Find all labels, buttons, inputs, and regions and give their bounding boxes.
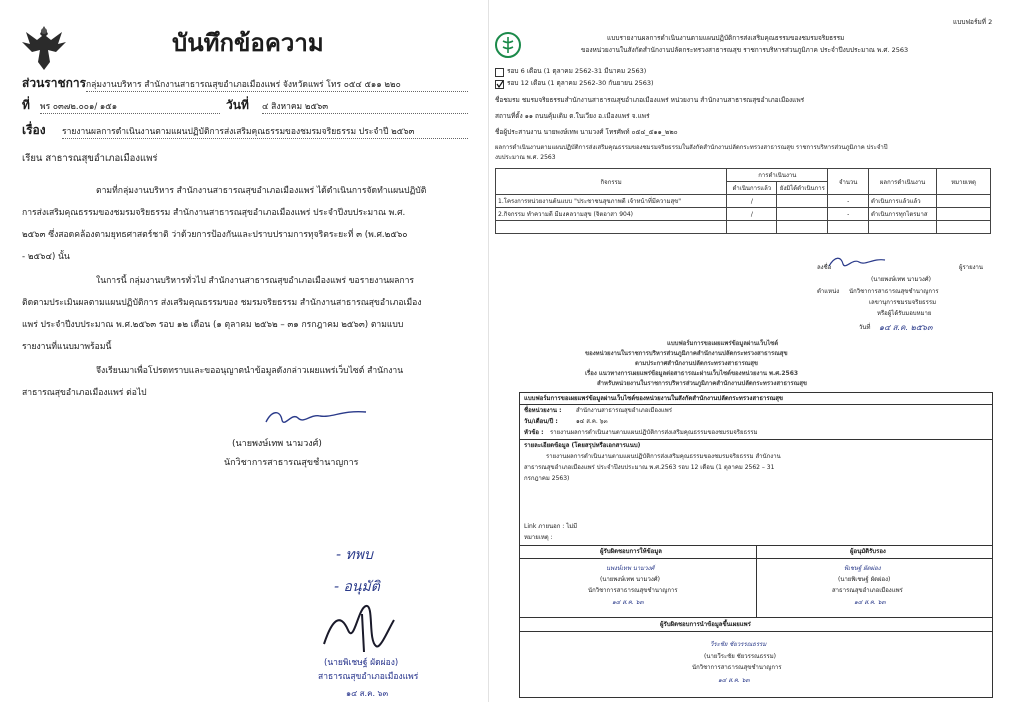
publisher-date: ๑๔ ส.ค. ๖๓	[718, 677, 750, 684]
reporter-date: ๑๔ ส.ค. ๒๕๖๓	[879, 323, 933, 332]
memo-title: บันทึกข้อความ	[172, 29, 324, 57]
agency-value: กลุ่มงานบริหาร สำนักงานสาธารณสุขอำเภอเมืองแพร่ จังหวัดแพร่ โทร ๐๕๔ ๕๑๑ ๒๒๐	[86, 80, 468, 92]
reporter-signature-icon	[827, 252, 887, 272]
publish-heading: สำหรับหน่วยงานในราชการบริหารส่วนภูมิภาคสำนักงานปลัดกระทรวงสาธารณสุข	[597, 380, 807, 387]
table-row	[496, 208, 991, 221]
note-label: หมายเหตุ :	[524, 534, 553, 541]
done-cell: /	[727, 195, 777, 208]
agency-label: ส่วนราชการ	[22, 76, 87, 90]
detail-line: รายงานผลการดำเนินงานตามแผนปฏิบัติการส่งเสริมคุณธรรมของชมรมจริยธรรม สำนักงาน	[546, 453, 781, 460]
result-cell: ดำเนินการทุกไตรมาส	[869, 208, 937, 221]
done-cell: /	[727, 208, 777, 221]
ref-value: พร ๐๓๗๒.๐๐๑/ ๑๕๑	[40, 102, 220, 114]
table-row	[496, 195, 991, 208]
paragraph-line: ติดตามประเมินผลตามแผนปฏิบัติการ ส่งเสริมคุณธรรมของ ชมรมจริยธรรม สำนักงานสาธารณสุขอำเภอเมือง	[22, 298, 422, 308]
detail-line: สาธารณสุขอำเภอเมืองแพร่ ประจำปีงบประมาณ พ.ศ.2563 รอบ 12 เดือน (1 ตุลาคม 2562 – 31	[524, 464, 775, 471]
paragraph-line: ๒๕๖๓ ซึ่งสอดคล้องตามยุทธศาสตร์ชาติ ว่าด้วยการป้องกันและปราบปรามการทุจริตระยะที่ ๓ (พ.ศ.๒๕๖๐	[22, 230, 408, 240]
publish-box-title: แบบฟอร์มการขอเผยแพร่ข้อมูลผ่านเว็บไซต์ของหน่วยงานในสังกัดสำนักงานปลัดกระทรวงสาธารณสุข	[524, 395, 783, 402]
publisher-name: (นายวีระชัย ชัยวรรณธรรม)	[704, 653, 777, 660]
approver-sig: พิเชษฐ์ ผัดผ่อง	[844, 565, 881, 572]
paragraph-line: จึงเรียนมาเพื่อโปรดทราบและขออนุญาตนำข้อมูลดังกล่าวเผยแพร่เว็บไซต์ สำนักงาน	[96, 366, 404, 376]
ref-label: ที่	[22, 98, 30, 112]
paragraph-line: รายงานที่แนบมาพร้อมนี้	[22, 342, 112, 352]
detail-label: รายละเอียดข้อมูล (โดยสรุปหรือเอกสารแนบ)	[524, 442, 641, 449]
table-header-row	[496, 169, 991, 182]
activity-cell: 2.กิจกรรม ทำความดี มีมงคลวามสุข (จิตอาสา 904)	[496, 208, 727, 221]
form-subtitle: ของหน่วยงานในสังกัดสำนักงานปลัดกระทรวงสาธารณสุข ราชการบริหารส่วนภูมิภาค ประจำปีงบประมาณ พ.ศ. 2563	[581, 46, 909, 54]
table-header: การดำเนินงาน	[727, 169, 828, 182]
count-cell: -	[828, 208, 869, 221]
paragraph-line: ในการนี้ กลุ่มงานบริหารทั่วไป สำนักงานสาธารณสุขอำเภอเมืองแพร่ ขอรายงานผลการ	[96, 276, 415, 286]
topic-value: รายงานผลการดำเนินงานตามแผนปฏิบัติการส่งเสริมคุณธรรมของชมรมจริยธรรม	[550, 429, 758, 436]
handwritten-note: - ทพบ	[336, 547, 373, 563]
reporter-position: นักวิชาการสาธารณสุขชำนาญการ	[849, 288, 939, 295]
not-done-cell	[777, 208, 828, 221]
result-cell: ดำเนินการแล้วแล้ว	[869, 195, 937, 208]
paragraph-line: แพร่ ประจำปีงบประมาณ พ.ศ.๒๕๖๓ รอบ ๑๒ เดือน (๑ ตุลาคม ๒๕๖๒ – ๓๑ กรกฎาคม ๒๕๖๓) ตามแบบ	[22, 320, 404, 330]
publish-heading: ของหน่วยงานในราชการบริหารส่วนภูมิภาคสำนักงานปลัดกระทรวงสาธารณสุข	[585, 350, 788, 357]
not-done-cell	[777, 195, 828, 208]
reporter-date-label: วันที่	[859, 324, 871, 331]
check-icon	[496, 81, 503, 88]
publish-heading: ตามประกาศสำนักงานปลัดกระทรวงสาธารณสุข	[635, 360, 759, 367]
table-header: หมายเหตุ	[937, 169, 991, 195]
form-number: แบบฟอร์มที่ 2	[953, 18, 993, 26]
reporter-role-line2: หรือผู้ได้รับมอบหมาย	[877, 310, 932, 317]
approver-label: ผู้อนุมัติรับรอง	[850, 548, 886, 555]
paragraph-line: การส่งเสริมคุณธรรมของชมรมจริยธรรม สำนักงานสาธารณสุขอำเภอเมืองแพร่ ประจำปีงบประมาณ พ.ศ.	[22, 208, 406, 218]
responsible-date: ๑๔ ส.ค. ๖๓	[612, 599, 644, 606]
result-line: งบประมาณ พ.ศ. 2563	[495, 154, 556, 161]
activity-cell: 1.โครงการหน่วยงานต้นแบบ "ประชาชนสุขภาพดี เจ้าหน้าที่มีความสุข"	[496, 195, 727, 208]
publisher-position: นักวิชาการสาธารณสุขชำนาญการ	[692, 664, 782, 671]
pub-date-label: วัน/เดือน/ปี :	[524, 418, 558, 425]
ministry-logo-icon	[495, 32, 521, 58]
form-title: แบบรายงานผลการดำเนินงานตามแผนปฏิบัติการส่งเสริมคุณธรรมของชมรมจริยธรรม	[607, 34, 845, 42]
club-line: ชื่อชมรม ชมรมจริยธรรมสำนักงานสาธารณสุขอำเภอเมืองแพร่ หน่วยงาน สำนักงานสาธารณสุขอำเภอเมืองแพร่	[495, 96, 805, 104]
approver-position-form: สาธารณสุขอำเภอเมืองแพร่	[832, 587, 903, 594]
responsible-label: ผู้รับผิดชอบการให้ข้อมูล	[600, 548, 662, 555]
round-6-checkbox[interactable]	[495, 68, 504, 77]
memo-page	[0, 0, 486, 702]
paragraph-line: - ๒๕๖๔) นั้น	[22, 252, 70, 262]
publish-heading: เรื่อง แนวทางการเผยแพร่ข้อมูลต่อสาธารณะผ่านเว็บไซต์ของหน่วยงาน พ.ศ.2563	[585, 370, 799, 377]
unit-label: ชื่อหน่วยงาน :	[524, 407, 562, 414]
note-cell	[937, 208, 991, 221]
table-header: จำนวน	[828, 169, 869, 195]
unit-value: สำนักงานสาธารณสุขอำเภอเมืองแพร่	[576, 407, 672, 414]
paragraph-line: สาธารณสุขอำเภอเมืองแพร่ ต่อไป	[22, 388, 147, 398]
table-row	[496, 221, 991, 234]
approver-date-form: ๑๔ ส.ค. ๖๓	[854, 599, 886, 606]
position-label: ตำแหน่ง	[817, 288, 840, 295]
responsible-position: นักวิชาการสาธารณสุขชำนาญการ	[588, 587, 678, 594]
pub-date-value: ๑๔ ส.ค. ๖๓	[576, 418, 608, 425]
address-line: สถานที่ตั้ง ๑๑ ถนนคุ้มเดิม ต.ในเวียง อ.เมืองแพร่ จ.แพร่	[495, 112, 650, 120]
publisher-sig: วีระชัย ชัยวรรณธรรม	[710, 641, 767, 648]
publisher-label: ผู้รับผิดชอบการนำข้อมูลขึ้นเผยแพร่	[660, 621, 751, 628]
publish-form-box	[519, 392, 993, 698]
handwritten-note: - อนุมัติ	[334, 579, 380, 595]
reporter-label: ผู้รายงาน	[959, 264, 984, 271]
date-value: ๔ สิงหาคม ๒๕๖๓	[262, 102, 468, 114]
approver-name-form: (นายพิเชษฐ์ ผัดผ่อง)	[838, 576, 891, 583]
report-form-page	[488, 0, 1024, 702]
table-header: กิจกรรม	[496, 169, 727, 195]
date-label: วันที่	[226, 98, 249, 112]
approver-name: (นายพิเชษฐ์ ผัดผ่อง)	[324, 658, 399, 668]
table-header: ผลการดำเนินงาน	[869, 169, 937, 195]
topic-label: หัวข้อ :	[524, 429, 544, 436]
approver-date: ๑๔ ส.ค. ๖๓	[346, 689, 389, 698]
note-cell	[937, 195, 991, 208]
publish-heading: แบบฟอร์มการขอเผยแพร่ข้อมูลผ่านเว็บไซต์	[667, 340, 779, 347]
responsible-sig: นพงษ์เทพ นามวงศ์	[606, 565, 655, 572]
signer-position: นักวิชาการสาธารณสุขชำนาญการ	[224, 458, 359, 468]
result-line: ผลการดำเนินงานตามแผนปฏิบัติการส่งเสริมคุณธรรมของชมรมจริยธรรมในสังกัดสำนักงานปลัดกระทรวงสาธารณสุข ราชการบริหารส่วนภูมิภาค ประจำปี	[495, 144, 888, 151]
coordinator-line: ชื่อผู้ประสานงาน นายพงษ์เทพ นามวงศ์ โทรศัพท์ ๐๕๔_๕๑๑_๒๒๐	[495, 128, 678, 136]
subject-label: เรื่อง	[22, 123, 46, 137]
link-label: Link ภายนอก : ไม่มี	[524, 523, 578, 530]
approver-position: สาธารณสุขอำเภอเมืองแพร่	[318, 672, 419, 682]
addressee-line: เรียน สาธารณสุขอำเภอเมืองแพร่	[22, 153, 158, 164]
count-cell: -	[828, 195, 869, 208]
paragraph-line: ตามที่กลุ่มงานบริหาร สำนักงานสาธารณสุขอำเภอเมืองแพร่ ได้ดำเนินการจัดทำแผนปฏิบัติ	[96, 186, 427, 196]
round-12-label: รอบ 12 เดือน (1 ตุลาคม 2562-30 กันยายน 2563)	[507, 79, 654, 87]
detail-line: กรกฎาคม 2563)	[524, 475, 570, 482]
subject-value: รายงานผลการดำเนินงานตามแผนปฏิบัติการส่งเสริมคุณธรรมของชมรมจริยธรรม ประจำปี ๒๕๖๓	[62, 127, 468, 139]
reporter-name: (นายพงษ์เทพ นามวงศ์)	[871, 276, 931, 283]
garuda-emblem-icon	[18, 22, 70, 74]
round-6-label: รอบ 6 เดือน (1 ตุลาคม 2562-31 มีนาคม 2563)	[507, 67, 647, 75]
activity-table	[495, 168, 991, 234]
table-subheader: ดำเนินการแล้ว	[727, 182, 777, 195]
signer-name: (นายพงษ์เทพ นามวงศ์)	[232, 439, 322, 449]
signature-scribble-icon	[262, 402, 372, 432]
reporter-role: เลขานุการชมรมจริยธรรม	[869, 299, 937, 306]
table-subheader: ยังมิได้ดำเนินการ	[777, 182, 828, 195]
responsible-name: (นายพงษ์เทพ นามวงศ์)	[600, 576, 660, 583]
round-12-checkbox[interactable]	[495, 80, 504, 89]
approver-signature-icon	[318, 600, 398, 656]
sign-prefix: ลงชื่อ	[817, 264, 832, 271]
